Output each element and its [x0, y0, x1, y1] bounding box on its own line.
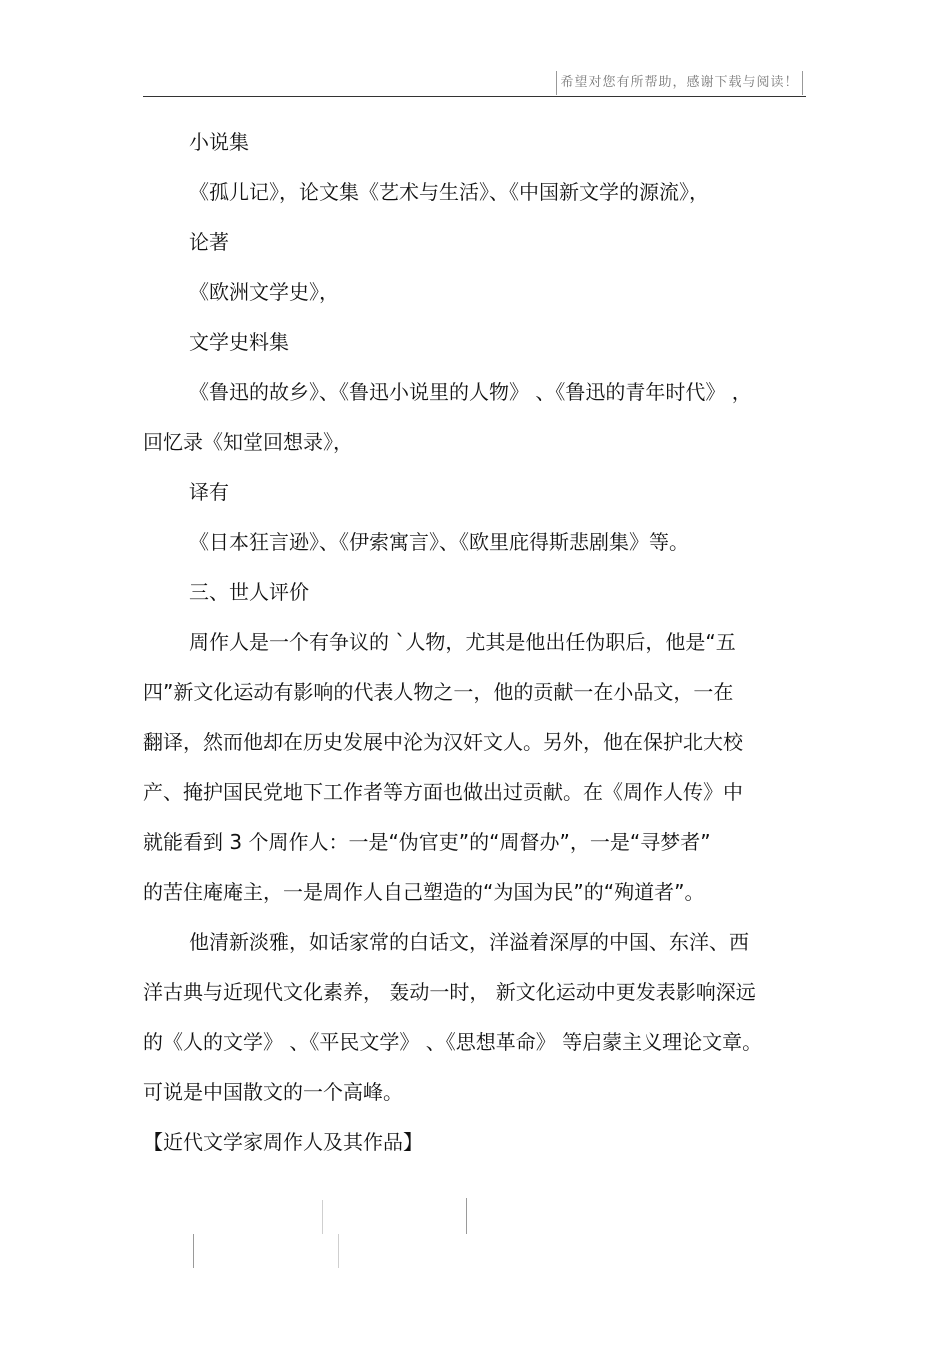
text-line-2: 《孤儿记》，论文集《艺术与生活》、《中国新文学的源流》， [189, 180, 709, 204]
paragraph-1-line-2: 四”新文化运动有影响的代表人物之一，他的贡献一在小品文，一在 [143, 680, 734, 704]
header-rule [143, 96, 806, 97]
paragraph-1-line-1: 周作人是一个有争议的 `人物，尤其是他出任伪职后，他是“五 [189, 630, 736, 654]
paragraph-2-line-2: 洋古典与近现代文化素养， 轰动一时， 新文化运动中更发表影响深远 [143, 980, 756, 1004]
paragraph-1-line-3: 翻译，然而他却在历史发展中沦为汉奸文人。另外，他在保护北大校 [143, 730, 743, 754]
divider-stub [193, 1234, 194, 1268]
paragraph-2-line-3: 的《人的文学》 、《平民文学》 、《思想革命》 等启蒙主义理论文章。 [143, 1030, 763, 1054]
bottom-section-title: 【近代文学家周作人及其作品】 [143, 1130, 423, 1154]
header-tagline: 希望对您有所帮助，感谢下载与阅读！ [556, 71, 803, 95]
paragraph-2-line-4: 可说是中国散文的一个高峰。 [143, 1080, 403, 1104]
paragraph-1-line-6: 的苦住庵庵主，一是周作人自己塑造的“为国为民”的“殉道者”。 [143, 880, 705, 904]
text-line-1: 小说集 [189, 130, 249, 154]
divider-stub [466, 1198, 467, 1234]
text-line-7: 回忆录《知堂回想录》， [143, 430, 353, 454]
section-heading: 三、世人评价 [189, 580, 309, 604]
text-line-4: 《欧洲文学史》， [189, 280, 339, 304]
divider-stub [338, 1234, 339, 1268]
paragraph-2-line-1: 他清新淡雅，如话家常的白话文，洋溢着深厚的中国、东洋、西 [189, 930, 749, 954]
paragraph-1-line-5: 就能看到 3 个周作人：一是“伪官吏”的“周督办”，一是“寻梦者” [143, 830, 711, 854]
text-line-8: 译有 [189, 480, 229, 504]
paragraph-1-line-4: 产、掩护国民党地下工作者等方面也做出过贡献。在《周作人传》中 [143, 780, 743, 804]
text-line-9: 《日本狂言逊》、《伊索寓言》、《欧里庇得斯悲剧集》等。 [189, 530, 689, 554]
text-line-6: 《鲁迅的故乡》、《鲁迅小说里的人物》 、《鲁迅的青年时代》 ， [189, 380, 752, 404]
text-line-5: 文学史料集 [189, 330, 289, 354]
divider-stub [322, 1200, 323, 1234]
text-line-3: 论著 [189, 230, 229, 254]
